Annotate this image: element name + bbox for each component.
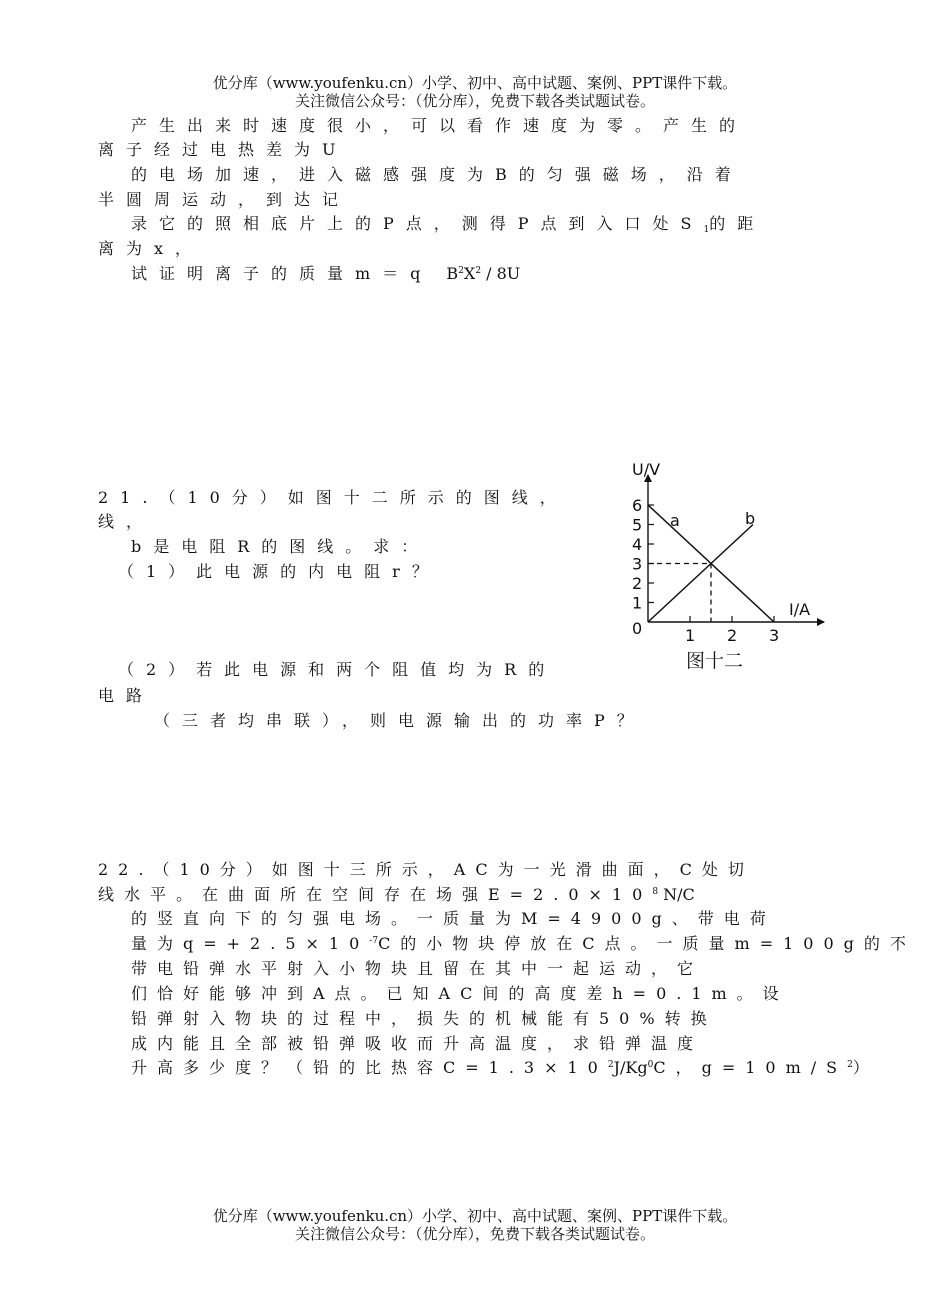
q20-line-5a: 录它的照相底片上的P点，测得P点到入口处S	[131, 214, 704, 233]
figure-12	[618, 455, 850, 675]
q20-formula-tail: / 8U	[481, 264, 521, 283]
q21-line-3: b是电阻R的图线。求：	[131, 537, 430, 556]
y-tick-label: 1	[632, 593, 643, 613]
q21-line-2: 线，	[98, 512, 155, 531]
q22-line-3: 的竖直向下的匀强电场。一质量为M=4900g、带电荷	[131, 909, 776, 928]
q22-line-9b: J/Kg	[613, 1058, 648, 1077]
q22-line-2b: N/C	[658, 885, 695, 904]
q22-line-9-sup3: 2	[847, 1060, 853, 1070]
q21-line-7: （三者均串联），则电源输出的功率P？	[154, 711, 645, 730]
q22-line-4b: C的小物块停放在C点。一质量m=100g的不	[378, 934, 916, 953]
x-axis-label: I/A	[789, 600, 811, 619]
q20-line-7	[131, 264, 520, 284]
y-tick-label: 4	[632, 535, 643, 554]
q20-line-3: 的电场加速，进入磁感强度为B的匀强磁场，沿着	[131, 165, 743, 184]
q22-line-2-sup: 8	[652, 887, 659, 897]
q20-line-5	[131, 214, 765, 234]
footer-line-1: 优分库（www.youfenku.cn）小学、初中、高中试题、案例、PPT课件下载。	[212, 1207, 738, 1225]
q20-line-5b: 的距	[709, 214, 766, 233]
q22-line-4a: 量为q=+2.5×10	[131, 934, 370, 953]
y-tick-label: 6	[632, 496, 643, 515]
footer-line-2: 关注微信公众号：（优分库），免费下载各类试题试卷。	[294, 1225, 655, 1243]
q22-line-2	[98, 885, 695, 905]
q20-line-1: 产生出来时速度很小，可以看作速度为零。产生的	[131, 116, 748, 135]
q20-formula	[446, 264, 520, 283]
q22-line-9c: C，g=10m/S	[653, 1058, 848, 1077]
q21-line-5: （2）若此电源和两个阻值均为R的	[118, 660, 557, 679]
q22-line-9	[131, 1058, 879, 1078]
x-tick-label: 3	[769, 626, 780, 645]
y-tick-group	[632, 496, 654, 613]
q20-formula-x: X	[463, 264, 476, 283]
q22-line-4-sup: -7	[369, 936, 379, 946]
q20-line-2: 离子经过电热差为U	[98, 140, 348, 159]
y-tick-label: 3	[632, 554, 643, 574]
q20-line-4: 半圆周运动，到达记	[98, 190, 351, 209]
q21-line-5-clip	[118, 660, 592, 680]
y-axis-label: U/V	[632, 460, 661, 479]
line-b-label: b	[745, 509, 756, 528]
y-tick-label: 5	[632, 515, 643, 535]
line-a-label: a	[670, 511, 680, 530]
x-tick-label: 2	[727, 626, 738, 645]
q21-line-4: （1）此电源的内电阻r？	[118, 562, 440, 581]
q20-formula-sup2: 2	[475, 266, 482, 276]
q22-line-9-sup2: 0	[647, 1060, 654, 1070]
q22-line-9a: 升高多少度？（铅的比热容C=1.3×10	[131, 1058, 608, 1077]
q22-line-5: 带电铅弹水平射入小物块且留在其中一起运动，它	[131, 959, 704, 978]
q20-formula-b: B	[446, 264, 459, 283]
q22-line-8: 成内能且全部被铅弹吸收而升高温度，求铅弹温度	[131, 1034, 704, 1053]
q22-line-6: 们恰好能够冲到A点。已知AC间的高度差h=0.1m。设	[131, 984, 789, 1003]
figure-caption: 图十二	[686, 650, 744, 672]
x-tick-group	[685, 616, 779, 645]
q22-line-7: 铅弹射入物块的过程中，损失的机械能有50%转换	[131, 1009, 717, 1028]
q20-line-6: 离为x，	[98, 239, 204, 258]
header-line-2: 关注微信公众号：（优分库），免费下载各类试题试卷。	[294, 92, 655, 110]
x-tick-label: 1	[685, 626, 696, 645]
header-line-1: 优分库（www.youfenku.cn）小学、初中、高中试题、案例、PPT课件下载。	[212, 74, 738, 92]
q21-line-1: 21.（10分）如图十二所示的图线，	[98, 488, 568, 507]
q22-line-4	[131, 934, 916, 954]
q21-line-6: 电路	[98, 686, 155, 705]
q20-formula-sup1: 2	[458, 266, 464, 276]
origin-label: 0	[632, 619, 643, 638]
q20-line-5-sub: 1	[703, 225, 710, 235]
q22-line-9-sup1: 2	[607, 1060, 614, 1070]
q22-line-9d: ）	[852, 1058, 879, 1077]
q22-line-1: 22.（10分）如图十三所示，AC为一光滑曲面，C处切	[98, 860, 754, 879]
series-line-b	[648, 525, 753, 623]
q22-line-2a: 线水平。在曲面所在空间存在场强E=2.0×10	[98, 885, 653, 904]
y-tick-label: 2	[632, 574, 643, 593]
q20-formula-lead: 试证明离子的质量m＝q	[131, 264, 433, 283]
